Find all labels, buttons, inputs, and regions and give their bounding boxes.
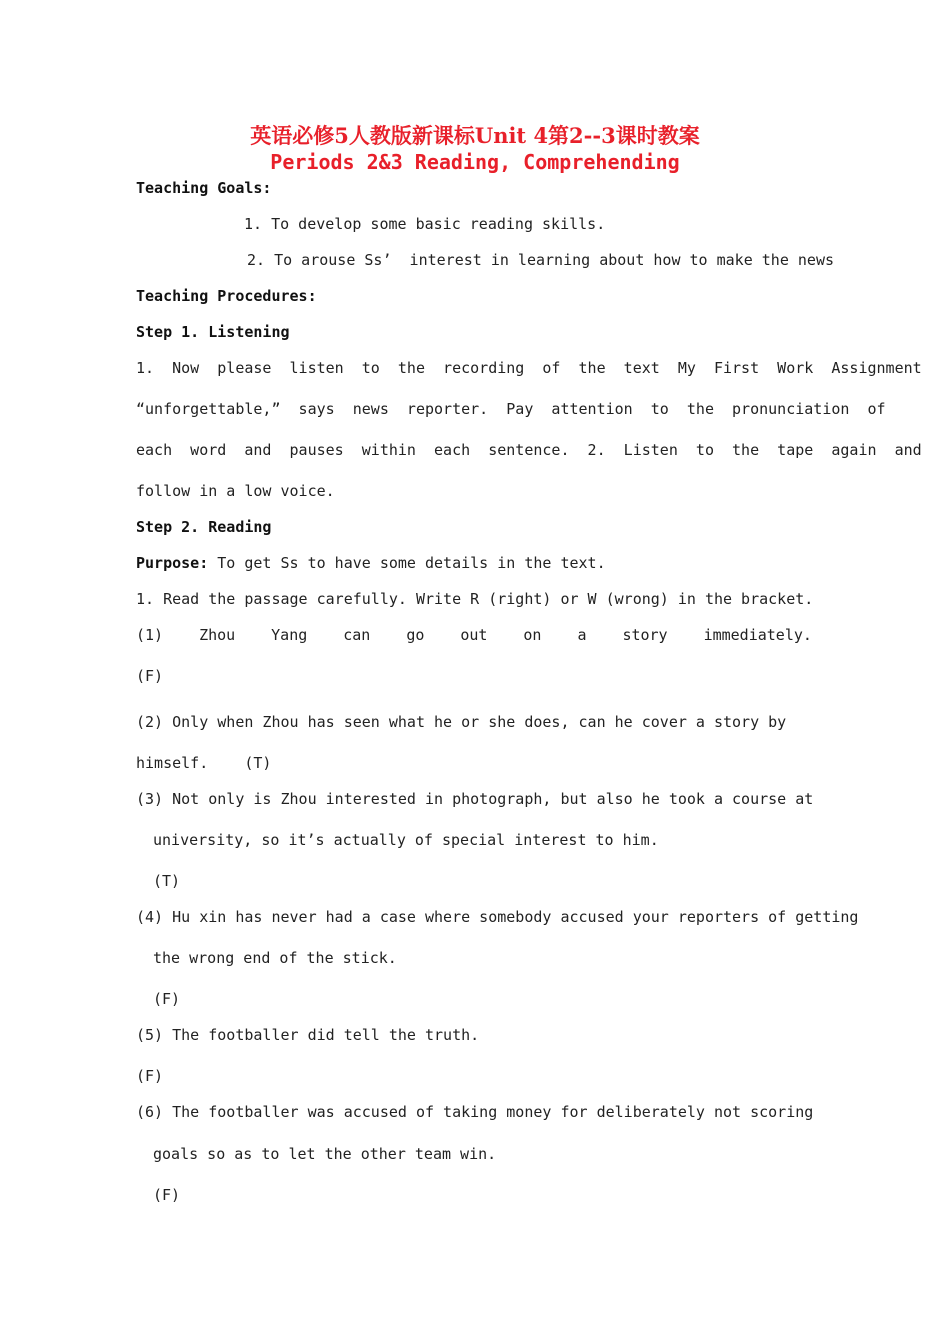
teaching-goals-heading: Teaching Goals: xyxy=(136,179,272,197)
reading-instruction: 1. Read the passage carefully. Write R (right) or W (wrong) in the bracket. xyxy=(136,590,814,608)
step1-line: 1. Now please listen to the recording of the text My First Work Assignment xyxy=(136,359,922,377)
question-4-cont: the wrong end of the stick. xyxy=(153,949,397,967)
question-3-cont: university, so it’s actually of special interest to him. xyxy=(153,831,659,849)
step1-heading: Step 1. Listening xyxy=(136,323,290,341)
question-word: story xyxy=(622,626,668,644)
question-4-answer: (F) xyxy=(153,990,181,1008)
step2-heading: Step 2. Reading xyxy=(136,518,272,536)
question-3-answer: (T) xyxy=(153,872,181,890)
question-word: immediately. xyxy=(703,626,812,644)
document-title-cn: 英语必修5人教版新课标Unit 4第2--3课时教案 xyxy=(250,123,700,148)
question-1 xyxy=(136,625,812,645)
question-word: (1) xyxy=(136,626,164,644)
purpose-line xyxy=(136,553,606,573)
question-word: on xyxy=(523,626,542,644)
question-word: go xyxy=(406,626,425,644)
question-word: out xyxy=(460,626,488,644)
question-1-answer: (F) xyxy=(136,667,164,685)
question-word: Zhou xyxy=(199,626,236,644)
purpose-label: Purpose: xyxy=(136,554,209,572)
step1-line: “unforgettable,” says news reporter. Pay attention to the pronunciation of xyxy=(136,400,886,418)
question-word: a xyxy=(577,626,587,644)
step1-line: follow in a low voice. xyxy=(136,482,335,500)
question-6-cont: goals so as to let the other team win. xyxy=(153,1145,497,1163)
question-2-cont: himself. (T) xyxy=(136,754,272,772)
question-5: (5) The footballer did tell the truth. xyxy=(136,1026,480,1044)
question-6-answer: (F) xyxy=(153,1186,181,1204)
question-word: Yang xyxy=(271,626,308,644)
teaching-procedures-heading: Teaching Procedures: xyxy=(136,287,317,305)
question-2: (2) Only when Zhou has seen what he or she does, can he cover a story by xyxy=(136,713,787,731)
goal-item: 2. To arouse Ss’ interest in learning about how to make the news xyxy=(247,251,834,269)
question-word: can xyxy=(343,626,371,644)
document-title-en: Periods 2&3 Reading, Comprehending xyxy=(270,150,680,174)
question-6: (6) The footballer was accused of taking money for deliberately not scoring xyxy=(136,1103,814,1121)
question-5-answer: (F) xyxy=(136,1067,164,1085)
question-3: (3) Not only is Zhou interested in photograph, but also he took a course at xyxy=(136,790,814,808)
purpose-text: To get Ss to have some details in the text. xyxy=(208,554,606,572)
question-4: (4) Hu xin has never had a case where somebody accused your reporters of getting xyxy=(136,908,859,926)
goal-item: 1. To develop some basic reading skills. xyxy=(244,215,606,233)
step1-line: each word and pauses within each sentence. 2. Listen to the tape again and xyxy=(136,441,922,459)
